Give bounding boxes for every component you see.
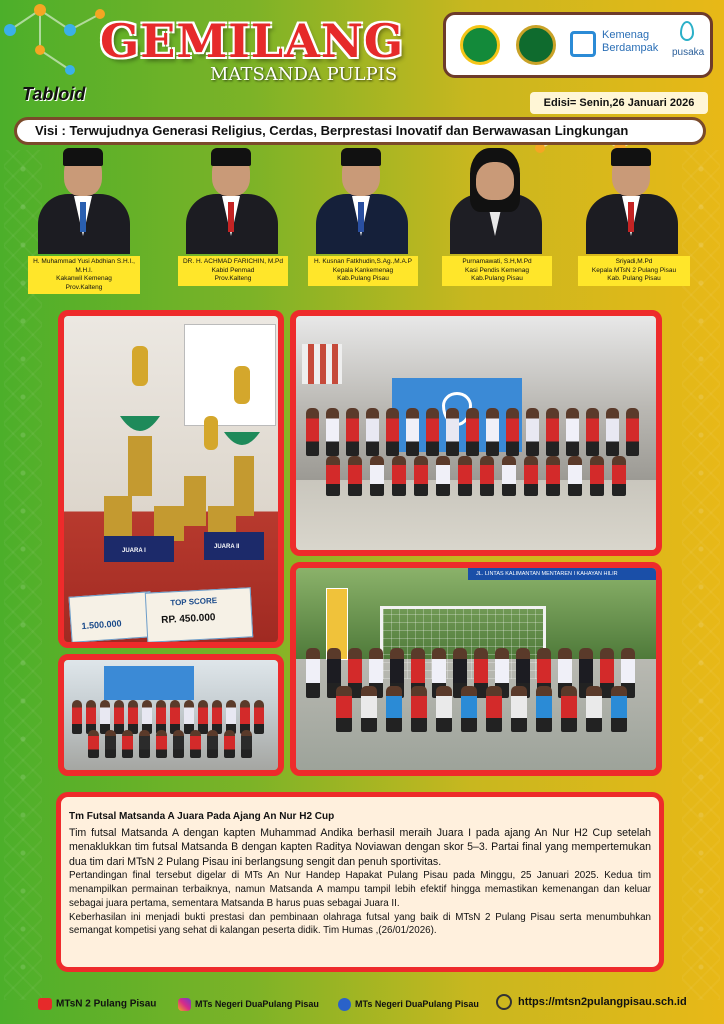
player-figure	[306, 648, 320, 698]
juara-1-plaque: JUARA I	[122, 548, 146, 554]
article-paragraph-1: Tim futsal Matsanda A dengan kapten Muhammad Andika berhasil meraih Juara I pada ajang An Nur H2 Cup setelah menaklukkan tim futsal Matsanda B dengan kapten Raditya Noviawan dengan skor 5–3. Partai final yang mempertemukan dua tim dari MTsN 2 Pulang Pisau ini berlangsung sengit dan penuh sportivitas.	[69, 827, 651, 868]
event-banner-small	[104, 666, 194, 700]
player-figure	[606, 408, 619, 456]
player-figure	[386, 408, 399, 456]
globe-icon	[496, 994, 512, 1010]
player-figure	[626, 408, 639, 456]
player-figure	[190, 730, 201, 758]
website-link[interactable]: https://mtsn2pulangpisau.sch.id	[496, 994, 687, 1010]
team-small-photo	[58, 654, 284, 776]
player-figure	[411, 686, 427, 732]
player-figure	[566, 408, 579, 456]
player-figure	[224, 730, 235, 758]
madrasah-logo-icon	[516, 25, 556, 65]
player-figure	[306, 408, 319, 456]
prize-board-2: TOP SCORE RP. 450.000	[145, 587, 253, 642]
player-figure	[586, 686, 602, 732]
official-caption-4: Purnamawati, S.H,M.Pd Kasi Pendis Kemenag Kab.Pulang Pisau	[442, 256, 552, 286]
instagram-link[interactable]: MTs Negeri DuaPulang Pisau	[178, 998, 319, 1011]
player-figure	[72, 700, 82, 734]
player-figure	[436, 686, 452, 732]
player-figure	[100, 700, 110, 734]
kemenag-logo-icon	[460, 25, 500, 65]
player-figure	[348, 456, 362, 496]
player-figure	[105, 730, 116, 758]
player-figure	[361, 686, 377, 732]
player-figure	[326, 456, 340, 496]
player-figure	[366, 408, 379, 456]
player-figure	[170, 700, 180, 734]
player-figure	[346, 408, 359, 456]
player-figure	[122, 730, 133, 758]
edition-date: Edisi= Senin,26 Januari 2026	[530, 92, 708, 114]
player-figure	[414, 456, 428, 496]
player-figure	[568, 456, 582, 496]
player-figure	[241, 730, 252, 758]
player-figure	[486, 686, 502, 732]
player-figure	[254, 700, 264, 734]
player-figure	[184, 700, 194, 734]
youtube-icon	[38, 998, 52, 1010]
player-figure	[611, 686, 627, 732]
youtube-link[interactable]: MTsN 2 Pulang Pisau	[38, 998, 156, 1010]
player-figure	[590, 456, 604, 496]
official-caption-3: H. Kusnan Fatkhudin,S.Ag.,M.A.P Kepala Kankemenag Kab.Pulang Pisau	[308, 256, 418, 286]
player-figure	[486, 408, 499, 456]
player-figure	[546, 456, 560, 496]
player-figure	[226, 700, 236, 734]
kemenag-berdampak-text: Kemenag Berdampak	[602, 29, 659, 54]
player-figure	[336, 686, 352, 732]
article-paragraph-2: Pertandingan final tersebut digelar di MTs An Nur Handep Hapakat Pulang Pisau pada Minggu, 25 Januari 2025. Kedua tim menampilkan permainan terbaiknya, namun Matsanda A mampu tampil lebih efektif hingga memastikan kemenangan dan keluar sebagai juara pertama, sementara Matsanda B harus puas sebagai Juara II.	[69, 870, 651, 909]
player-figure	[426, 408, 439, 456]
trophy-photo	[58, 310, 284, 648]
player-figure	[156, 700, 166, 734]
player-figure	[536, 686, 552, 732]
player-figure	[586, 408, 599, 456]
official-caption-5: Sriyadi,M.Pd Kepala MTsN 2 Pulang Pisau Kab. Pulang Pisau	[578, 256, 690, 286]
article-headline: Tm Futsal Matsanda A Juara Pada Ajang An Nur H2 Cup	[69, 811, 335, 822]
player-figure	[458, 456, 472, 496]
street-banner: JL. LINTAS KALIMANTAN MENTAREN I KAHAYAN HILIR	[468, 568, 662, 580]
masthead-title: GEMILANG	[100, 14, 405, 68]
player-figure	[480, 456, 494, 496]
facebook-icon	[338, 998, 351, 1011]
article-paragraph-3: Keberhasilan ini menjadi bukti prestasi dan pembinaan olahraga futsal yang baik di MTsN 2 Pulang Pisau serta menumbuhkan semangat kompetisi yang sehat di kalangan peserta didik. Tim Humas ,(26/01/2026).	[69, 911, 651, 937]
player-figure	[386, 686, 402, 732]
player-figure	[128, 700, 138, 734]
player-figure	[139, 730, 150, 758]
pusaka-text: pusaka	[672, 47, 705, 58]
player-figure	[207, 730, 218, 758]
player-figure	[326, 408, 339, 456]
player-figure	[240, 700, 250, 734]
player-figure	[561, 686, 577, 732]
instagram-icon	[178, 998, 191, 1011]
trophies-icon	[84, 336, 274, 566]
tabloid-label: Tabloid	[22, 84, 86, 104]
masthead-subtitle: MATSANDA PULPIS	[210, 64, 398, 85]
player-figure	[546, 408, 559, 456]
player-figure	[461, 686, 477, 732]
juara-2-plaque: JUARA II	[214, 544, 240, 550]
player-figure	[142, 700, 152, 734]
player-figure	[612, 456, 626, 496]
vision-banner: Visi : Terwujudnya Generasi Religius, Cerdas, Berprestasi Inovatif dan Berwawasan Lingkungan	[14, 117, 706, 145]
official-caption-2: DR. H. ACHMAD FARICHIN, M.Pd Kabid Penmad Prov.Kalteng	[178, 256, 288, 286]
player-figure	[392, 456, 406, 496]
field-team-photo	[290, 562, 662, 776]
facebook-link[interactable]: MTs Negeri DuaPulang Pisau	[338, 998, 479, 1011]
player-figure	[436, 456, 450, 496]
player-figure	[506, 408, 519, 456]
prize-board-1: 1.500.000	[68, 591, 153, 643]
team-group-photo	[290, 310, 662, 556]
player-figure	[526, 408, 539, 456]
player-figure	[511, 686, 527, 732]
player-figure	[114, 700, 124, 734]
player-figure	[88, 730, 99, 758]
berdampak-logo-icon	[570, 31, 596, 57]
player-figure	[502, 456, 516, 496]
player-figure	[406, 408, 419, 456]
player-figure	[446, 408, 459, 456]
player-figure	[86, 700, 96, 734]
footer	[0, 986, 724, 1024]
player-figure	[198, 700, 208, 734]
logo-panel	[443, 12, 713, 78]
player-figure	[156, 730, 167, 758]
player-figure	[370, 456, 384, 496]
pusaka-logo-icon	[680, 21, 694, 41]
player-figure	[173, 730, 184, 758]
news-article	[56, 792, 664, 972]
player-figure	[466, 408, 479, 456]
player-figure	[212, 700, 222, 734]
official-caption-1: H. Muhammad Yusi Abdhian S.H.I., M.H.I. Kakanwil Kemenag Prov.Kalteng	[28, 256, 140, 294]
player-figure	[524, 456, 538, 496]
